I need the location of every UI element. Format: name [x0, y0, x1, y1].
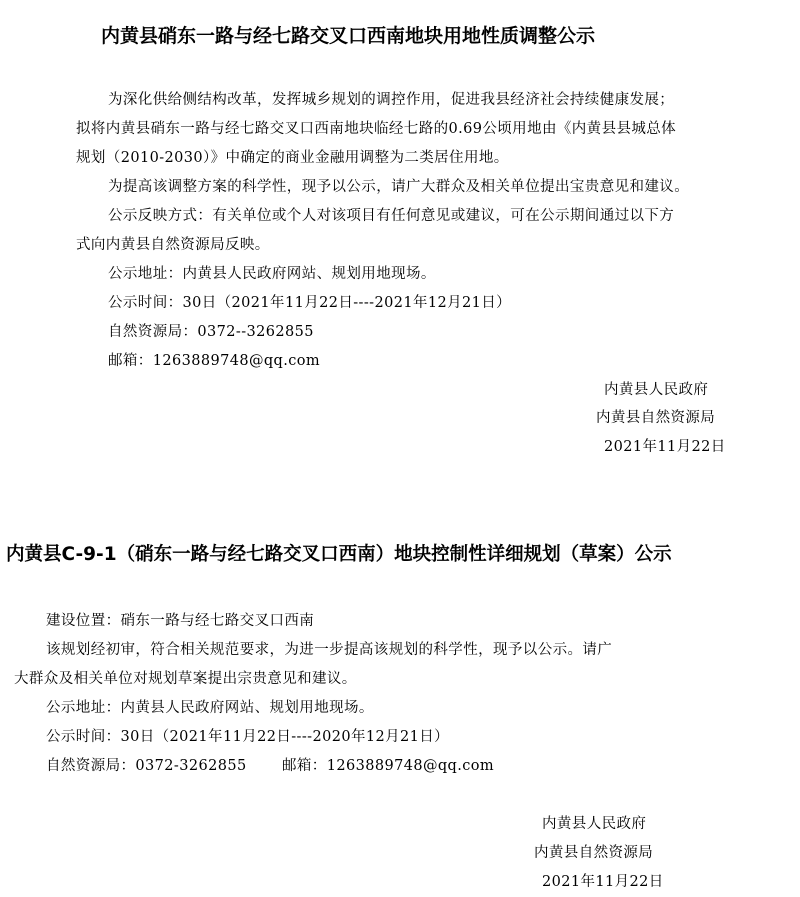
notice2-signature-date: 2021年11月22日 — [542, 874, 664, 890]
notice1-paragraph-line: 式向内黄县自然资源局反映。 — [76, 237, 270, 253]
notice2-title: 内黄县C-9-1（硝东一路与经七路交叉口西南）地块控制性详细规划（草案）公示 — [6, 544, 672, 565]
notice2-email: 邮箱：1263889748@qq.com — [282, 758, 495, 774]
notice2-paragraph-line: 大群众及相关单位对规划草案提出宗贵意见和建议。 — [14, 671, 357, 687]
notice1-paragraph-line: 规划（2010-2030）》中确定的商业金融用调整为二类居住用地。 — [76, 150, 509, 166]
notice2-location: 建设位置：硝东一路与经七路交叉口西南 — [46, 613, 315, 629]
notice1-signature-date: 2021年11月22日 — [604, 439, 726, 455]
notice1-paragraph-line: 公示反映方式：有关单位或个人对该项目有任何意见或建议，可在公示期间通过以下方 — [108, 208, 675, 224]
notice1-title: 内黄县硝东一路与经七路交叉口西南地块用地性质调整公示 — [101, 25, 596, 47]
notice2-paragraph-line: 该规划经初审，符合相关规范要求，为进一步提高该规划的科学性，现予以公示。请广 — [46, 642, 613, 658]
notice1-email: 邮箱：1263889748@qq.com — [108, 353, 321, 369]
notice1-signature-government: 内黄县人民政府 — [604, 382, 709, 398]
notice2-signature-government: 内黄县人民政府 — [542, 816, 647, 832]
notice1-address: 公示地址：内黄县人民政府网站、规划用地现场。 — [108, 266, 436, 282]
notice2-address: 公示地址：内黄县人民政府网站、规划用地现场。 — [46, 700, 374, 716]
notice2-period: 公示时间：30日（2021年11月22日----2020年12月21日） — [46, 729, 450, 745]
notice1-paragraph-line: 为深化供给侧结构改革，发挥城乡规划的调控作用，促进我县经济社会持续健康发展； — [108, 92, 675, 108]
notice1-signature-bureau: 内黄县自然资源局 — [596, 410, 716, 426]
notice1-paragraph-line: 拟将内黄县硝东一路与经七路交叉口西南地块临经七路的0.69公顷用地由《内黄县县城总体 — [76, 121, 677, 137]
notice2-signature-bureau: 内黄县自然资源局 — [534, 845, 654, 861]
notice2-phone: 自然资源局：0372-3262855 — [46, 758, 247, 774]
notice1-phone: 自然资源局：0372--3262855 — [108, 324, 314, 340]
notice1-period: 公示时间：30日（2021年11月22日----2021年12月21日） — [108, 295, 512, 311]
notice1-paragraph-line: 为提高该调整方案的科学性，现予以公示，请广大群众及相关单位提出宝贵意见和建议。 — [108, 179, 690, 195]
